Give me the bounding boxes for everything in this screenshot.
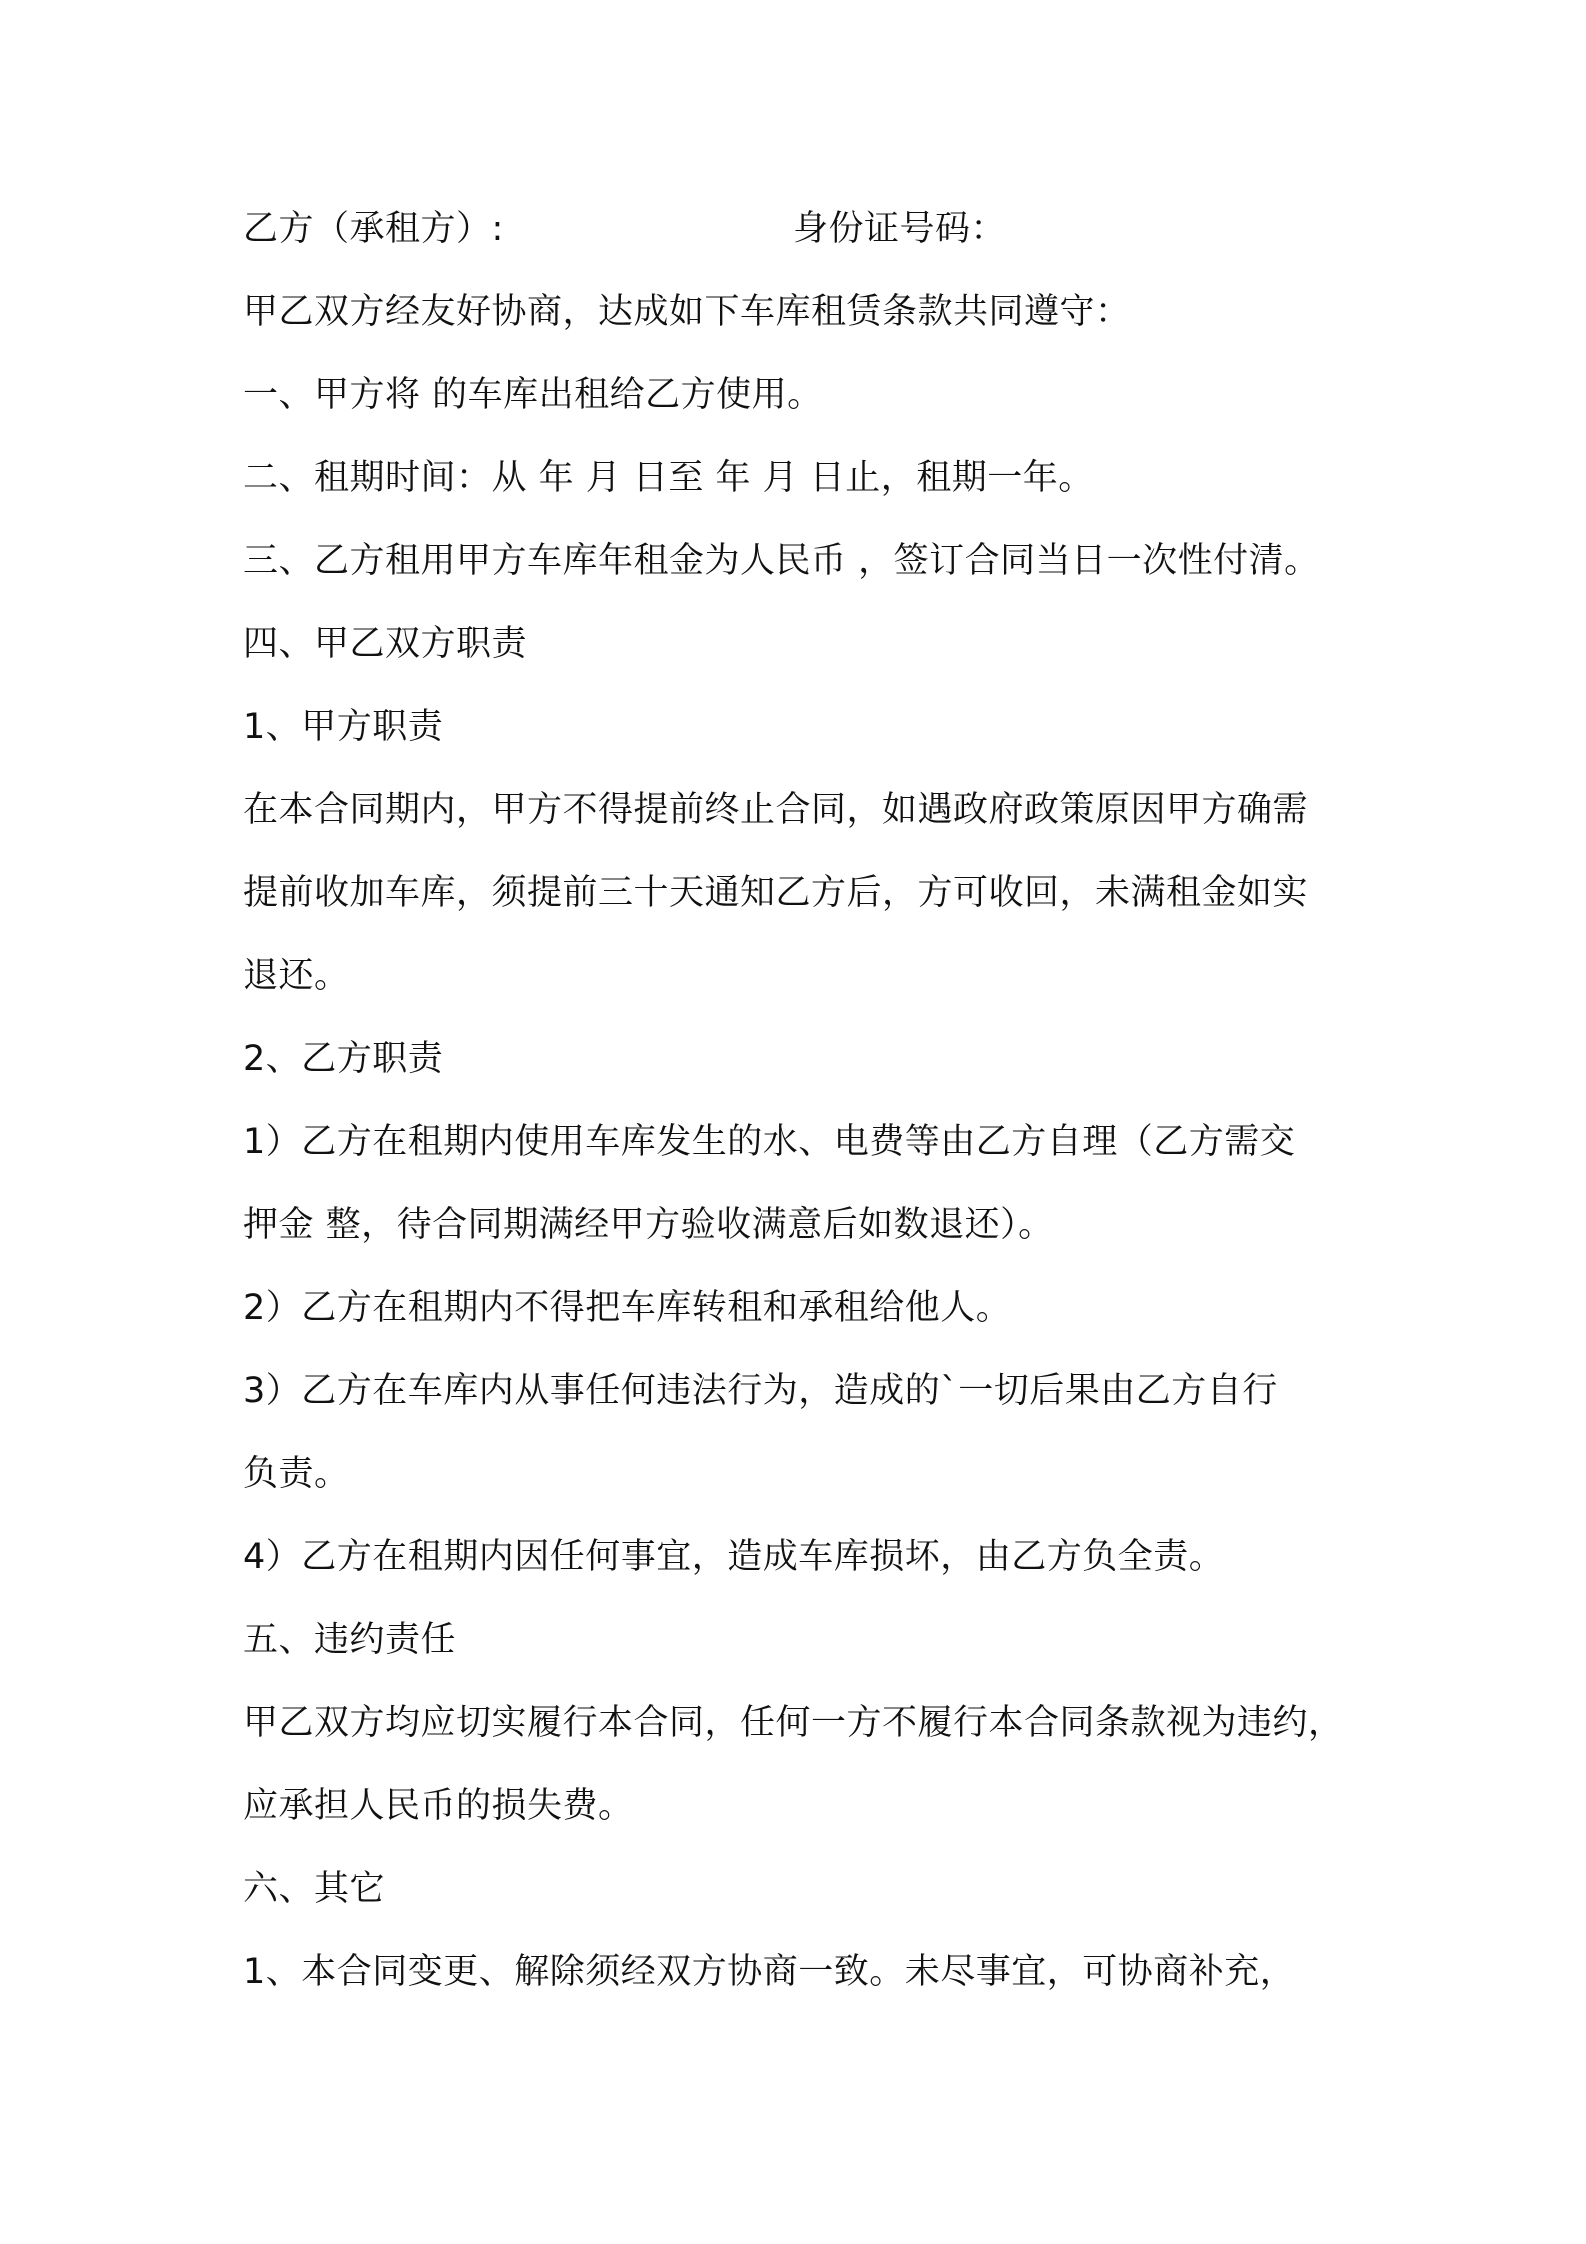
section-4-heading: 四、甲乙双方职责 (243, 624, 528, 664)
party-b-label: 乙方（承租方）: (243, 209, 504, 249)
party-b-duty-3-line-2: 负责。 (243, 1454, 350, 1494)
clause-3-rent: 三、乙方租用甲方车库年租金为人民币 ，签订合同当日一次性付清。 (243, 541, 1320, 581)
other-clause-1: 1、本合同变更、解除须经双方协商一致。未尽事宜，可协商补充， (243, 1952, 1296, 1992)
party-b-duty-4: 4）乙方在租期内因任何事宜，造成车库损坏，由乙方负全责。 (243, 1537, 1225, 1577)
party-b-duty-3-line-1: 3）乙方在车库内从事任何违法行为，造成的`一切后果由乙方自行 (243, 1371, 1278, 1411)
clause-2-lease-term: 二、租期时间：从 年 月 日至 年 月 日止，租期一年。 (243, 458, 1094, 498)
party-b-duty-2: 2）乙方在租期内不得把车库转租和承租给他人。 (243, 1288, 1012, 1328)
intro-paragraph: 甲乙双方经友好协商，达成如下车库租赁条款共同遵守： (243, 292, 1131, 332)
party-a-duties-text-2: 提前收加车库，须提前三十天通知乙方后，方可收回，未满租金如实 (243, 873, 1309, 913)
party-a-duties-text-1: 在本合同期内，甲方不得提前终止合同，如遇政府政策原因甲方确需 (243, 790, 1309, 830)
party-b-duties-heading: 2、乙方职责 (243, 1039, 444, 1079)
breach-text-1: 甲乙双方均应切实履行本合同，任何一方不履行本合同条款视为违约， (243, 1703, 1344, 1743)
breach-text-2: 应承担人民币的损失费。 (243, 1786, 634, 1826)
id-number-label: 身份证号码： (793, 209, 1007, 249)
party-b-duty-1-line-1: 1）乙方在租期内使用车库发生的水、电费等由乙方自理（乙方需交 (243, 1122, 1296, 1162)
party-a-duties-heading: 1、甲方职责 (243, 707, 444, 747)
clause-1: 一、甲方将 的车库出租给乙方使用。 (243, 375, 823, 415)
party-a-duties-text-3: 退还。 (243, 956, 350, 996)
party-b-duty-1-line-2: 押金 整，待合同期满经甲方验收满意后如数退还）。 (243, 1205, 1054, 1245)
section-5-heading: 五、违约责任 (243, 1620, 457, 1660)
party-b-line (243, 205, 1007, 253)
section-6-heading: 六、其它 (243, 1869, 386, 1909)
